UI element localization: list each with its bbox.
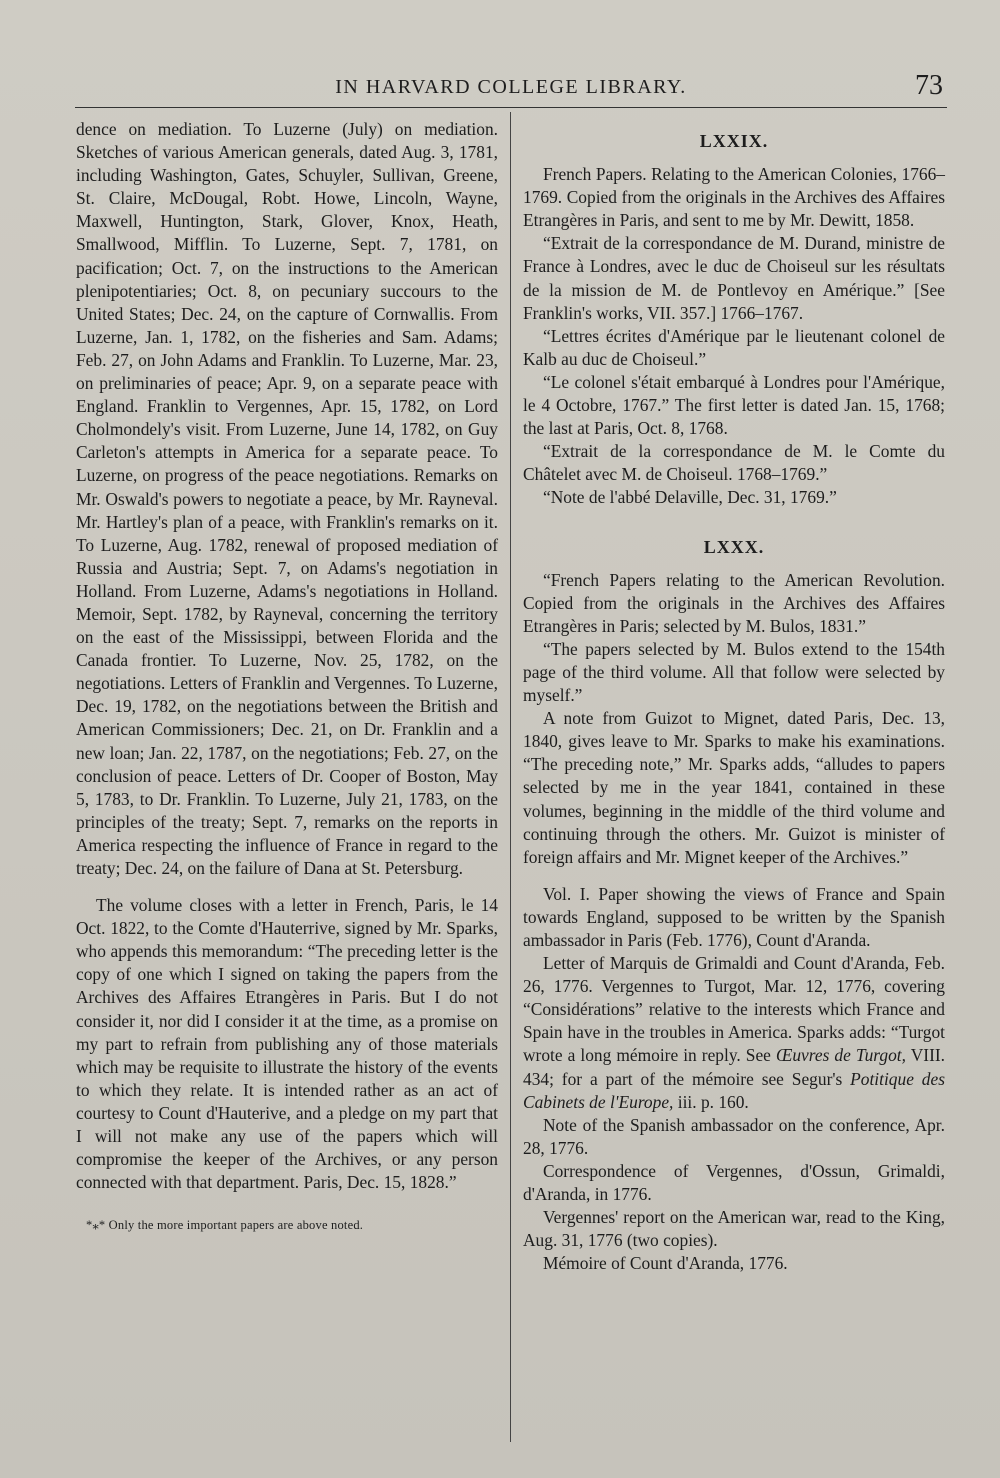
paragraph: A note from Guizot to Mignet, dated Paris, Dec. 13, 1840, gives leave to Mr. Sparks to make his examinations. “The preceding note,” Mr. Sparks adds, “alludes to papers selected by me in the year 1841, contained in these volumes, beginning in the middle of the third volume and continuing through the others. Mr. Guizot is minister of foreign affairs and Mr. Mignet keeper of the Archives.”: [523, 708, 945, 867]
paragraph: “Le colonel s'était embarqué à Londres pour l'Amérique, le 4 Octobre, 1767.” The first letter is dated Jan. 15, 1768; the last at Paris, Oct. 8, 1768.: [523, 371, 945, 439]
page-number: 73: [915, 70, 943, 101]
paragraph: dence on mediation. To Luzerne (July) on mediation. Sketches of various American generals, dated Aug. 3, 1781, including Washington, Gates, Schuyler, Sullivan, Greene, St. Claire, McDougal, Robt. Howe, Lincoln, Wayne, Maxwell, Huntington, Stark, Glover, Knox, Heath, Smallwood, Mifflin. To Luzerne, Sept. 7, 1781, on pacification; Oct. 7, on the instructions to the American plenipotentiaries; Oct. 8, on pecuniary succours to the United States; Dec. 24, on the capture of Cornwallis. From Luzerne, Jan. 1, 1782, on the fisheries and Sam. Adams; Feb. 27, on John Adams and Franklin. To Luzerne, Mar. 23, on preliminaries of peace; Apr. 9, on a separate peace with England. Franklin to Vergennes, Apr. 15, 1782, on Lord Cholmondely's visit. From Luzerne, June 14, 1782, on Guy Carleton's attempts in America for a separate peace. To Luzerne, on progress of the peace negotiations. Remarks on Mr. Oswald's powers to negotiate a peace, by Mr. Rayneval. Mr. Hartley's plan of a peace, with Franklin's remarks on it. To Luzerne, Aug. 1782, renewal of proposed mediation of Russia and Austria; Sept. 7, on Adams's negotiation in Holland. From Luzerne, Adams's negotiations in Holland. Memoir, Sept. 1782, by Rayneval, concerning the territory on the east of the Mississippi, between Florida and the Canada frontier. To Luzerne, Nov. 25, 1782, on the negotiations. Letters of Franklin and Vergennes. To Luzerne, Dec. 19, 1782, on the negotiations between the British and American Commissioners; Dec. 21, on Dr. Franklin and a new loan; Jan. 22, 1787, on the negotiations; Feb. 27, on the conclusion of peace. Letters of Dr. Cooper of Boston, May 5, 1783, to Dr. Franklin. To Luzerne, July 21, 1783, on the principles of the treaty; Sept. 7, remarks on the reports in America respecting the influence of France in regard to the treaty; Dec. 24, on the failure of Dana at St. Petersburg.: [76, 119, 498, 878]
paragraph: [523, 952, 945, 1114]
left-column: [76, 118, 498, 1237]
footnote: *⁎* Only the more important papers are above noted.: [86, 1218, 364, 1233]
right-column: [523, 118, 945, 1275]
paragraph: The volume closes with a letter in French, Paris, le 14 Oct. 1822, to the Comte d'Hauterrive, signed by Mr. Sparks, who appends this memorandum: “The preceding letter is the copy of one which I signed on taking the papers from the Archives des Affaires Etrangères in Paris. But I do not consider it, nor did I consider it at the time, as a promise on my part to refrain from publishing any of those materials which may be requisite to illustrate the history of the events to which they relate. It is intended rather as an act of courtesy to Count d'Hauterive, and a pledge on my part that I will not make any use of the papers which will compromise the keeper of the Archives, or any person connected with that department. Paris, Dec. 15, 1828.”: [76, 895, 498, 1193]
text-run: VIII. 434; for a part of the mémoire see Segur's: [523, 1045, 945, 1089]
paragraph: “Lettres écrites d'Amérique par le lieutenant colonel de Kalb au duc de Choiseul.”: [523, 325, 945, 369]
paragraph: “Extrait de la correspondance de M. Durand, ministre de France à Londres, avec le duc de Choiseul sur les résultats de la mission de M. de Pontlevoy en Amérique.” [See Franklin's works, VII. 357.] 1766–1767.: [523, 233, 945, 323]
paragraph: “French Papers relating to the American Revolution. Copied from the originals in the Archives des Affaires Etrangères in Paris; selected by M. Bulos, 1831.”: [523, 569, 945, 636]
italic-title: Œuvres de Turgot,: [775, 1045, 906, 1066]
italic-title: Potitique des Cabinets de l'Europe,: [523, 1068, 945, 1112]
section-heading: LXXIX.: [699, 131, 769, 151]
text-run: Letter of Marquis de Grimaldi and Count d'Aranda, Feb. 26, 1776. Vergennes to Turgot, Mar. 12, 1776, covering “Considérations” relative to the interests which France and Spain have in the troubles in America. Sparks adds: “Turgot wrote a long mémoire in reply. See: [523, 953, 945, 1066]
column-divider: [510, 112, 511, 1442]
paragraph: “Note de l'abbé Delaville, Dec. 31, 1769.”: [543, 487, 837, 508]
paragraph: Correspondence of Vergennes, d'Ossun, Grimaldi, d'Aranda, in 1776.: [523, 1160, 945, 1205]
running-head: IN HARVARD COLLEGE LIBRARY.: [335, 76, 687, 98]
paragraph: Vergennes' report on the American war, read to the King, Aug. 31, 1776 (two copies).: [523, 1207, 945, 1251]
section-heading: LXXX.: [703, 536, 765, 557]
paragraph: Mémoire of Count d'Aranda, 1776.: [543, 1253, 788, 1274]
page-header: [75, 70, 947, 106]
paragraph: French Papers. Relating to the American Colonies, 1766–1769. Copied from the originals in the Archives des Affaires Etrangères in Paris, and sent to me by Mr. Dewitt, 1858.: [523, 164, 945, 231]
paragraph: “The papers selected by M. Bulos extend to the 154th page of the third volume. All that follow were selected by myself.”: [523, 638, 945, 706]
paragraph: Vol. I. Paper showing the views of France and Spain towards England, supposed to be written by the Spanish ambassador in Paris (Feb. 1776), Count d'Aranda.: [523, 883, 945, 950]
header-rule: [75, 107, 947, 108]
text-run: iii. p. 160.: [673, 1091, 749, 1112]
paragraph: “Extrait de la correspondance de M. le Comte du Châtelet avec M. de Choiseul. 1768–1769.”: [523, 441, 945, 485]
paragraph: Note of the Spanish ambassador on the conference, Apr. 28, 1776.: [523, 1114, 945, 1158]
